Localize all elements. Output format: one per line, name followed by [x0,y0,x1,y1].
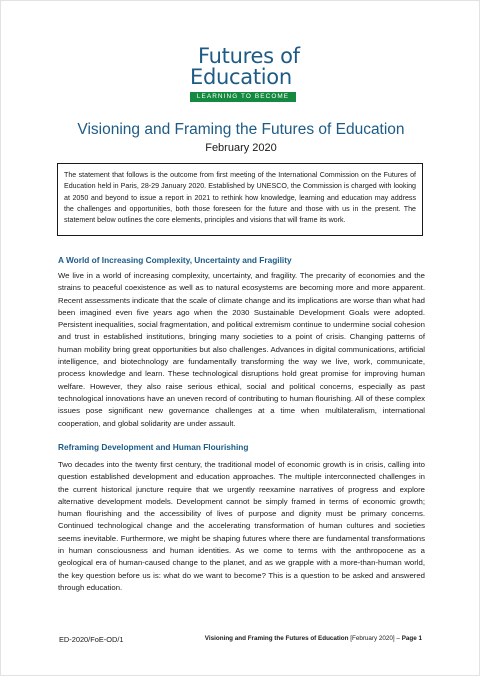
futures-of-education-logo [190,46,300,102]
document-title: Visioning and Framing the Futures of Education [77,121,405,138]
footer-running-header [205,635,422,642]
logo-line-1: Futures of [198,44,300,68]
section-body-complexity: We live in a world of increasing complexity, uncertainty, and fragility. The precarity of economies and the strains to peaceful coexistence as well as to natural ecosystems are becoming more and more apparent. Recent assessments indicate that the scale of climate change and its implications are worse than what had been imagined even five years ago when the 2030 Sustainable Development Goals were adopted. Persistent inequalities, social fragmentation, and political extremism continue to undermine social cohesion and trust in established institutions, bringing many societies to a point of crisis. Changing patterns of human mobility bring great opportunities but also challenges. Advances in digital communications, artificial intelligence, and biotechnology are fundamentally transforming the way we live, work, communicate, process knowledge and learn. These technological disruptions hold great promise for improving human welfare. However, they also raise serious ethical, social and political concerns, especially as past technological innovations have an uneven record of contributing to human flourishing. All of these complex issues pose significant new governance challenges at a time when multilateralism, international cooperation, and global solidarity are under assault. [58,271,425,428]
intro-statement-box: The statement that follows is the outcome from first meeting of the International Commission on the Futures of Education held in Paris, 28-29 January 2020. Established by UNESCO, the Commission is charged with looking at 2050 and beyond to issue a report in 2021 to rethink how knowledge, learning and education may address the challenges and opportunities, both those foreseen for the future and those with us in the present. The statement below outlines the core elements, principles and visions that will frame its work. [57,163,423,236]
footer-page-number: Page 1 [401,635,422,642]
document-date: February 2020 [205,142,277,154]
logo-line-2: Education [190,65,292,89]
section-heading-reframing: Reframing Development and Human Flourishing [58,442,249,452]
logo-banner: LEARNING TO BECOME [190,92,296,102]
footer-doc-code: ED-2020/FoE-OD/1 [59,635,124,644]
footer-running-date: [February 2020] – [348,635,402,642]
footer-running-title: Visioning and Framing the Futures of Education [204,635,349,642]
section-body-reframing: Two decades into the twenty first century, the traditional model of economic growth is in crisis, calling into question established development and education approaches. The multiple interconnected challenges in the current historical juncture require that we urgently reexamine narratives of progress and explore alternative development models. Development cannot be simply framed in terms of economic growth; human flourishing and the accessibility of lives of purpose and dignity must be primary concerns. Continued technological change and the accelerating transformation of human cultures and societies seems inevitable. Furthermore, we might be shaping futures where there are fundamental transformations in human consciousness and human identities. As we come to terms with the anthropocene as a geological era of human-caused change to the planet, and as we grapple with a more-than-human world, the key question before us is: what do we want to become? This is a question to be asked and answered through education. [58,460,425,592]
section-heading-complexity: A World of Increasing Complexity, Uncertainty and Fragility [58,255,292,265]
